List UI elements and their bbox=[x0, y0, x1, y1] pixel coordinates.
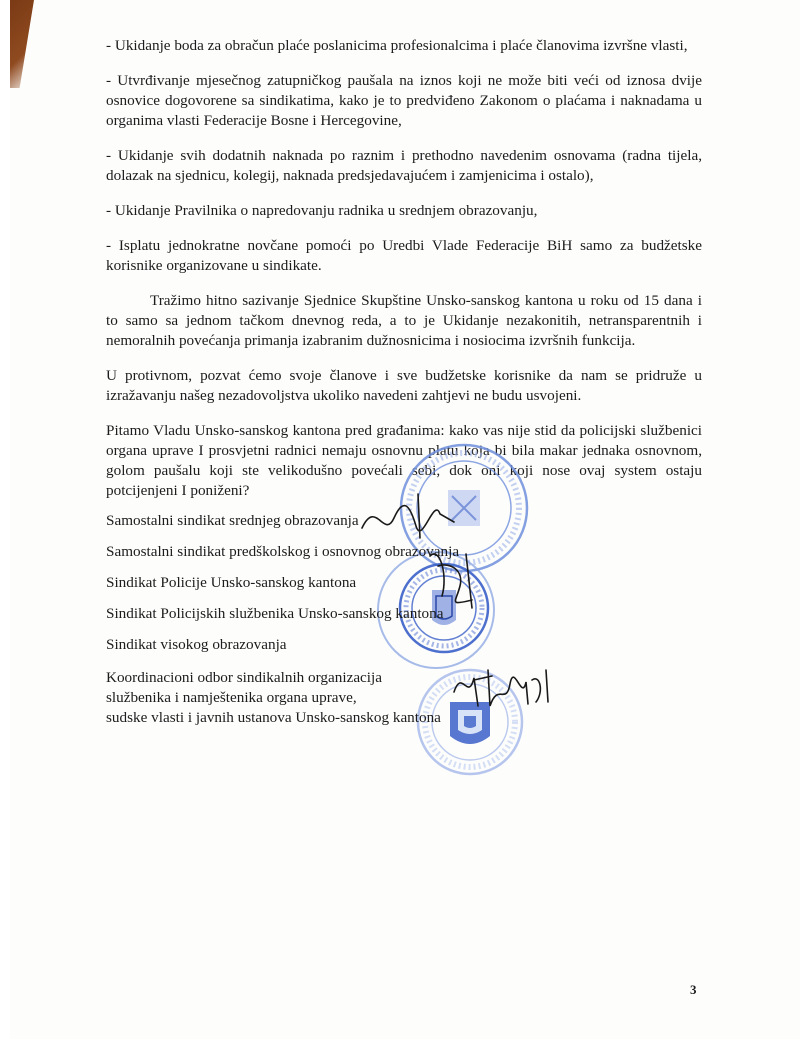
signatory-secondary-education: Samostalni sindikat srednjeg obrazovanja bbox=[106, 512, 359, 529]
signatory-police-union: Sindikat Policije Unsko-sanskog kantona bbox=[106, 574, 357, 591]
coordination-board-line-3: sudske vlasti i javnih ustanova Unsko-sanskog kantona bbox=[106, 709, 441, 726]
demand-item: - Isplatu jednokratne novčane pomoći po Uredbi Vlade Federacije BiH samo za budžetske korisnike organizovane u sindikate. bbox=[106, 237, 702, 274]
signatory-police-officers-union: Sindikat Policijskih službenika Unsko-sanskog kantona bbox=[106, 605, 444, 622]
session-request-paragraph: Tražimo hitno sazivanje Sjednice Skupštine Unsko-sanskog kantona u roku od 15 dana i to samo sa jednom tačkom dnevnog reda, a to je Ukidanje nezakonitih, netransparentnih i nemoralnih povećanja primanja izabranim dužnosnicima i nosiocima izvršnih funkcija. bbox=[106, 292, 702, 349]
demand-item: - Utvrđivanje mjesečnog zatupničkog paušala na iznos koji ne može biti veći od iznosa dvije osnovice dogovorene sa sindikatima, kako je to predviđeno Zakonom o plaćama i naknadama u organima vlasti Federacije Bosne i Hercegovine, bbox=[106, 72, 702, 129]
signatory-higher-education: Sindikat visokog obrazovanja bbox=[106, 636, 287, 653]
demand-item: - Ukidanje svih dodatnih naknada po raznim i prethodno navedenim osnovama (radna tijela, dolazak na sjednicu, kolegij, naknada predsjedavajućem i zamjenicima i ostalo), bbox=[106, 147, 702, 184]
coordination-board-line-1: Koordinacioni odbor sindikalnih organizacija bbox=[106, 669, 382, 686]
page-number: 3 bbox=[690, 982, 697, 997]
warning-paragraph: U protivnom, pozvat ćemo svoje članove i sve budžetske korisnike da nam se pridruže u izražavanju našeg nezadovoljstva ukoliko navedeni zahtjevi ne budu usvojeni. bbox=[106, 367, 702, 404]
demand-item: - Ukidanje boda za obračun plaće poslanicima profesionalcima i plaće članovima izvršne vlasti, bbox=[106, 37, 688, 54]
demand-item: - Ukidanje Pravilnika o napredovanju radnika u srednjem obrazovanju, bbox=[106, 202, 538, 219]
question-paragraph: Pitamo Vladu Unsko-sanskog kantona pred građanima: kako vas nije stid da policijski službenici organa uprave I prosvjetni radnici nemaju osnovnu platu koja bi bila makar jednaka osnovnom, golom paušalu koji ste velikodušno povećali sebi, dok oni koji nose ovaj system ostaju potcijenjeni I poniženi? bbox=[106, 422, 702, 499]
coordination-board-line-2: službenika i namještenika organa uprave, bbox=[106, 689, 357, 706]
signatory-preschool-primary-education: Samostalni sindikat predškolskog i osnovnog obrazovanja bbox=[106, 543, 460, 560]
